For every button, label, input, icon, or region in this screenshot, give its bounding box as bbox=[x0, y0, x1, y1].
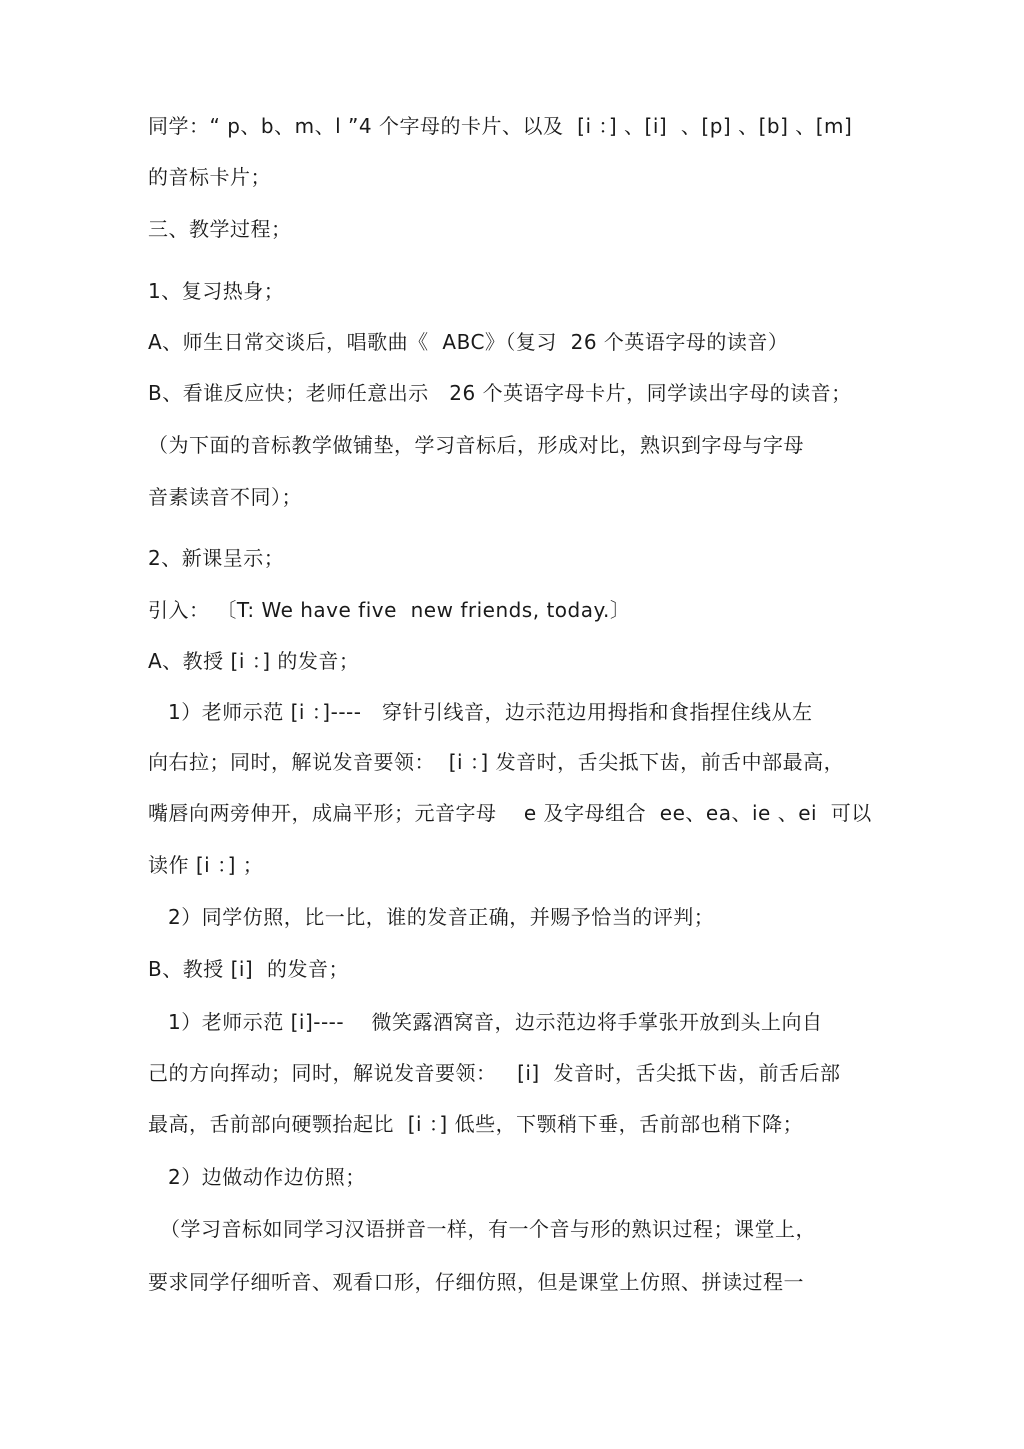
text-line: 要求同学仔细听音、观看口形，仔细仿照，但是课堂上仿照、拼读过程一 bbox=[148, 1270, 804, 1294]
text-line: 同学：“ p、b、m、l ”4 个字母的卡片、以及 [i ：] 、[i] 、[p] 、[b] 、[m] bbox=[148, 114, 853, 138]
section-heading: 三、教学过程； bbox=[148, 217, 292, 241]
text-line: 向右拉；同时，解说发音要领： [i ：] 发音时，舌尖抵下齿，前舌中部最高， bbox=[148, 750, 845, 774]
text-line: 1）老师示范 [i]---- 微笑露酒窝音，边示范边将手掌张开放到头上向自 bbox=[168, 1010, 823, 1034]
text-line: B、看谁反应快；老师任意出示 26 个英语字母卡片，同学读出字母的读音； bbox=[148, 381, 852, 405]
text-line: 嘴唇向两旁伸开，成扁平形；元音字母 e 及字母组合 ee、ea、ie 、ei 可以 bbox=[148, 801, 872, 825]
text-line: 1）老师示范 [i ：]---- 穿针引线音，边示范边用拇指和食指捏住线从左 bbox=[168, 700, 813, 724]
subsection-heading: 2、新课呈示； bbox=[148, 546, 285, 570]
text-line: A、教授 [i ：] 的发音； bbox=[148, 649, 360, 673]
text-line: （为下面的音标教学做铺垫，学习音标后，形成对比，熟识到字母与字母 bbox=[148, 433, 804, 457]
subsection-heading: 1、复习热身； bbox=[148, 279, 285, 303]
text-line: 的音标卡片； bbox=[148, 165, 271, 189]
text-line: 己的方向挥动；同时，解说发音要领： [i] 发音时，舌尖抵下齿，前舌后部 bbox=[148, 1061, 841, 1085]
text-line: B、教授 [i] 的发音； bbox=[148, 957, 349, 981]
text-line: （学习音标如同学习汉语拼音一样，有一个音与形的熟识过程；课堂上， bbox=[160, 1217, 816, 1241]
text-line: A、师生日常交谈后，唱歌曲《 ABC》（复习 26 个英语字母的读音） bbox=[148, 330, 789, 354]
text-line: 读作 [i ：] ； bbox=[148, 853, 264, 877]
text-line: 2）同学仿照，比一比，谁的发音正确，并赐予恰当的评判； bbox=[168, 905, 715, 929]
text-line: 2）边做动作边仿照； bbox=[168, 1165, 366, 1189]
text-line: 引入： 〔T: We have five new friends, today.〕 bbox=[148, 598, 631, 622]
text-line: 音素读音不同）； bbox=[148, 485, 302, 509]
text-line: 最高，舌前部向硬颚抬起比 [i ：] 低些，下颚稍下垂，舌前部也稍下降； bbox=[148, 1112, 804, 1136]
